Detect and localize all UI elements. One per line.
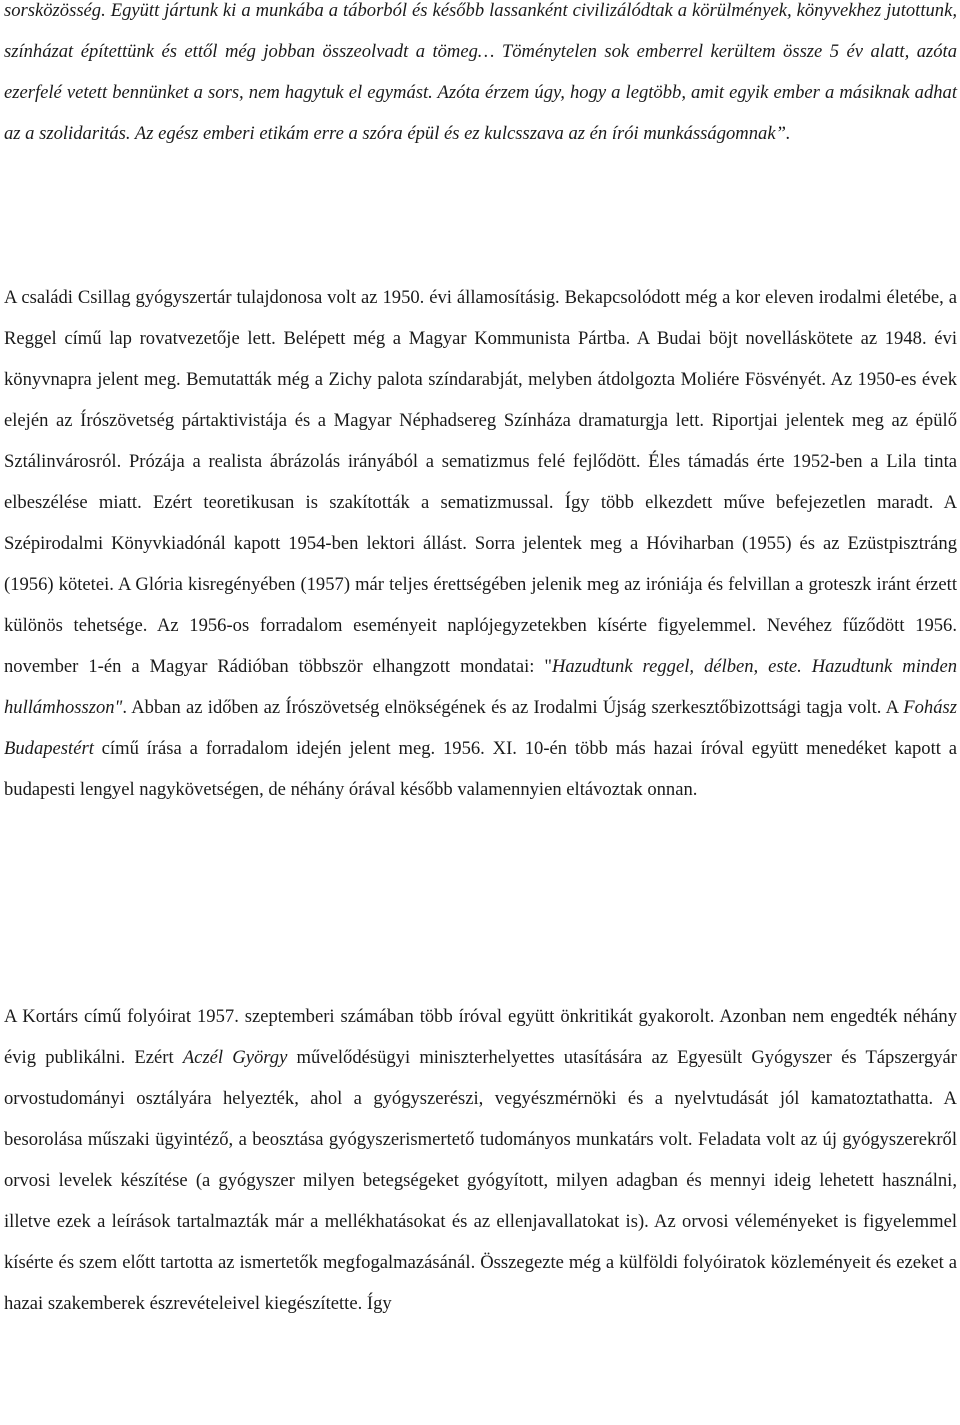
document-page xyxy=(4,0,957,1314)
para1-text-c: című írása a forradalom idején jelent meg. 1956. XI. 10-én több más hazai íróval együtt menedéket kapott a budapesti lengyel nagykövetségen, de néhány órával később valamennyien eltávoztak onnan. xyxy=(4,738,957,800)
para2-person-name: Aczél György xyxy=(182,1047,288,1068)
intro-italic-paragraph: sorsközösség. Együtt jártunk ki a munkába a táborból és később lassanként civilizálódtak a körülmények, könyvekhez jutottunk, színházat építettünk és ettől még jobban összeolvadt a tömeg… Töménytelen sok emberrel kerültem össze 5 év alatt, azóta ezerfelé vetett bennünket a sors, nem hagytuk el egymást. Azóta érzem úgy, hogy a legtöbb, amit egyik ember a másiknak adhat az a szolidaritás. Az egész emberi etikám erre a szóra épül és ez kulcsszava az én írói munkásságomnak”. xyxy=(4,0,957,144)
para1-text-a: A családi Csillag gyógyszertár tulajdonosa volt az 1950. évi államosításig. Bekapcsolódott még a kor eleven irodalmi életébe, a Reggel című lap rovatvezetője lett. Belépett még a Magyar Kommunista Pártba. A Budai böjt novelláskötete az 1948. évi könyvnapra jelent meg. Bemutatták még a Zichy palota színdarabját, melyben átdolgozta Moliére Fösvényét. Az 1950-es évek elején az Írószövetség pártaktivistája és a Magyar Néphadsereg Színháza dramaturgja lett. Riportjai jelentek meg az épülő Sztálinvárosról. Prózája a realista ábrázolás irányából a sematizmus felé fejlődött. Éles támadás érte 1952-ben a Lila tinta elbeszélése miatt. Ezért teoretikusan is szakították a sematizmussal. Így több elkezdett műve befejezetlen maradt. A Szépirodalmi Könyvkiadónál kapott 1954-ben lektori állást. Sorra jelentek meg a Hóviharban (1955) és az Ezüstpisztráng (1956) kötetei. A Glória kisregényében (1957) már teljes érettségében jelenik meg az iróniája és felvillan a groteszk iránt érzett különös tehetsége. Az 1956-os forradalom eseményeit naplójegyzetekben kísérte figyelemmel. Nevéhez fűződött 1956. november 1-én a Magyar Rádióban többször elhangzott mondatai: " xyxy=(4,287,957,677)
biography-paragraph-1 xyxy=(4,277,957,810)
para1-quote: Hazudtunk reggel, délben, este. Hazudtunk minden hullámhosszon" xyxy=(4,656,957,718)
para2-text-a: A Kortárs című folyóirat 1957. szeptemberi számában több íróval együtt önkritikát gyakorolt. Azonban nem engedték néhány évig publikálni. Ezért xyxy=(4,1006,957,1068)
para2-text-b: művelődésügyi miniszterhelyettes utasítására az Egyesült Gyógyszer és Tápszergyár orvostudományi osztályára helyezték, ahol a gyógyszerészi, vegyészmérnöki és a nyelvtudását jól kamatoztathatta. A besorolása műszaki ügyintéző, a beosztása gyógyszerismertető tudományos munkatárs volt. Feladata volt az új gyógyszerekről orvosi levelek készítése (a gyógyszer milyen betegségeket gyógyított, milyen adagban és mennyi ideig lehetett használni, illetve ezek a leírások tartalmazták már a mellékhatásokat és az ellenjavallatokat is). Az orvosi véleményeket is figyelemmel kísérte és szem előtt tartotta az ismertetők megfogalmazásánál. Összegezte még a külföldi folyóiratok közleményeit és ezeket a hazai szakemberek észrevételeivel kiegészítette. Így xyxy=(4,1047,957,1314)
para1-work-title: Fohász Budapestért xyxy=(4,697,957,759)
para1-text-b: . Abban az időben az Írószövetség elnökségének és az Irodalmi Újság szerkesztőbizottsági tagja volt. A xyxy=(122,697,904,718)
biography-paragraph-2 xyxy=(4,996,957,1324)
